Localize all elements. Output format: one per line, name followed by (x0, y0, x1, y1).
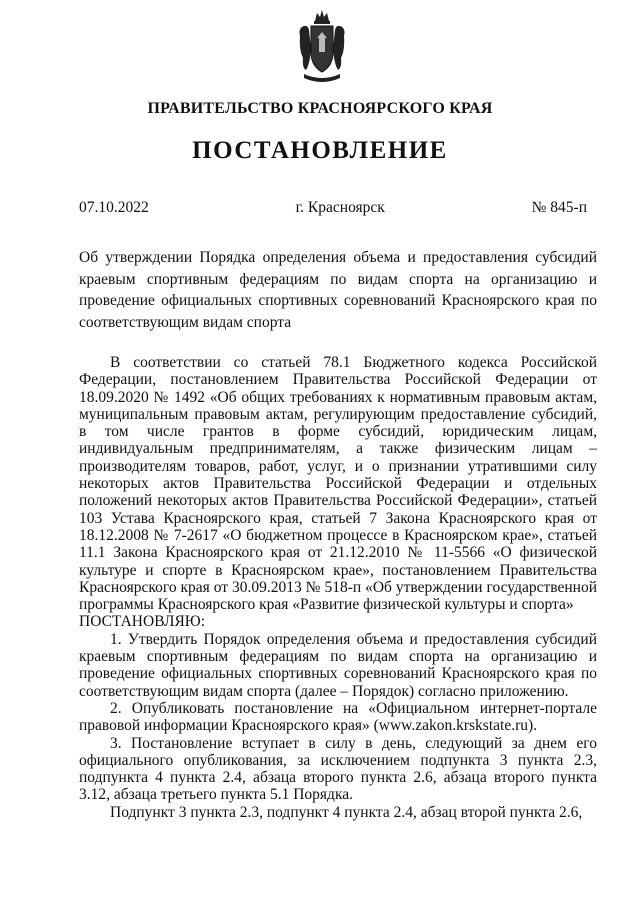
item-4-paragraph: Подпункт 3 пункта 2.3, подпункт 4 пункта 2.4, абзац второй пункта 2.6, (110, 803, 583, 821)
document-type-title: ПОСТАНОВЛЕНИЕ (192, 137, 448, 164)
document-date: 07.10.2022 (79, 199, 149, 216)
document-city: г. Красноярск (295, 199, 385, 216)
item-2-paragraph: 2. Опубликовать постановление на «Официальном интернет-портале правовой информации Красноярского края» (www.zakon.krskstate.ru). (79, 699, 597, 735)
item-1-paragraph: 1. Утвердить Порядок определения объема и предоставления субсидий краевым спортивным федерациям по видам спорта на организацию и проведение официальных спортивных соревнований Красноярского края по соответствующим видам спорта (далее – Порядок) согласно приложению. (79, 630, 597, 700)
item-3-paragraph: 3. Постановление вступает в силу в день, следующий за днем его официального опубликования, за исключением подпункта 3 пункта 2.3, подпункта 4 пункта 2.4, абзаца второго пункта 2.6, абзаца второго пункта 3.12, абзаца третьего пункта 5.1 Порядка. (79, 734, 597, 804)
resolve-heading: ПОСТАНОВЛЯЮ: (79, 613, 206, 631)
preamble-paragraph: В соответствии со статьей 78.1 Бюджетного кодекса Российской Федерации, постановлением Правительства Российской Федерации от 18.09.2020 № 1492 «Об общих требованиях к нормативным правовым актам, муниципальным правовым актам, регулирующим предоставление субсидий, в том числе грантов в форме субсидий, юридическим лицам, индивидуальным предпринимателям, а также физическим лицам – производителям товаров, работ, услуг, и о признании утратившими силу некоторых актов Правительства Российской Федерации и отдельных положений некоторых актов Правительства Российской Федерации», статьей 103 Устава Красноярского края, статьей 7 Закона Красноярского края от 18.12.2008 № 7-2617 «О бюджетном процессе в Красноярском крае», статьей 11.1 Закона Красноярского края от 21.12.2010 № 11-5566 «О физической культуре и спорте в Красноярском крае», постановлением Правительства Красноярского края от 30.09.2013 № 518-п «Об утверждении государственной программы Красноярского края «Развитие физической культуры и спорта» (79, 354, 597, 614)
government-title: ПРАВИТЕЛЬСТВО КРАСНОЯРСКОГО КРАЯ (147, 100, 493, 117)
document-body (79, 354, 597, 821)
document-subject: Об утверждении Порядка определения объема и предоставления субсидий краевым спортивным федерациям по видам спорта на организацию и проведение официальных спортивных соревнований Красноярского края по соответствующим видам спорта (79, 249, 597, 331)
krasnoyarsk-coat-of-arms-icon (296, 8, 348, 86)
document-meta (79, 199, 587, 217)
document-number: № 845-п (531, 199, 587, 216)
